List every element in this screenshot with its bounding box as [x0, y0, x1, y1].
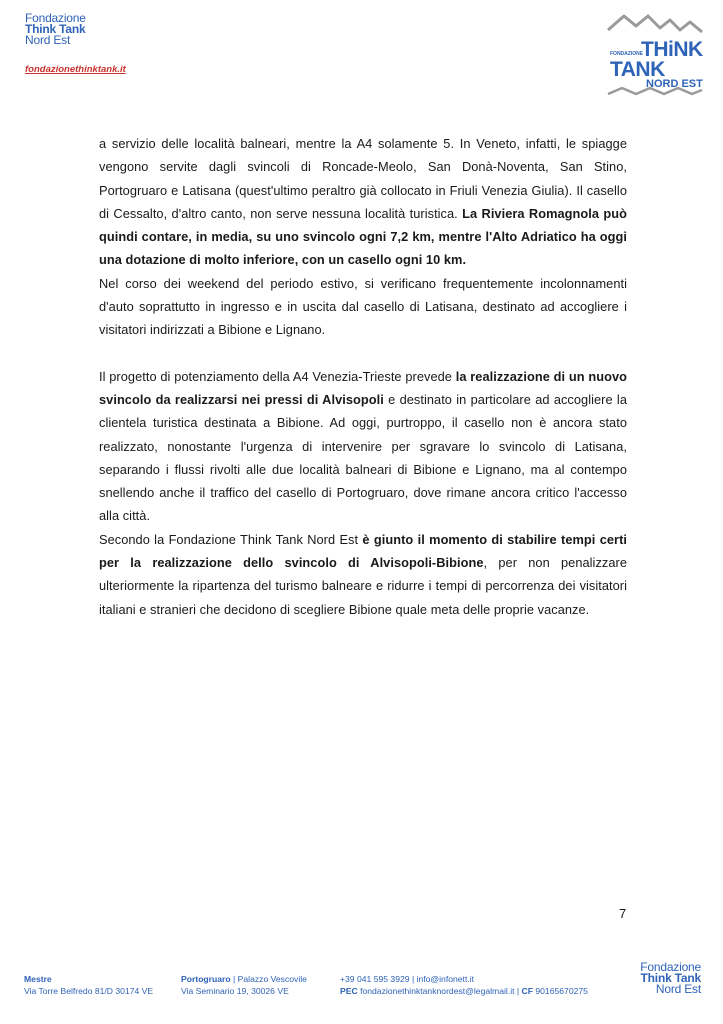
footer-brand-line2: Think Tank	[640, 971, 701, 985]
page-number: 7	[619, 906, 627, 921]
header-brand-line2: Think Tank	[25, 22, 86, 36]
paragraph-4-text-b: , per non penalizzare ulteriormente la ripartenza del turismo balneare e ridurre i tempi di percorrenza dei visitatori italiani e stranieri che decidono di scegliere Bibione quale meta delle proprie vacanze.	[99, 555, 627, 617]
paragraph-4	[99, 528, 627, 621]
header-brand-line1: Fondazione	[25, 11, 86, 25]
logo	[604, 12, 704, 100]
header-brand	[25, 13, 86, 46]
footer-brand	[640, 962, 701, 995]
footer-cf-label: CF	[521, 985, 533, 996]
footer-mestre-address: Via Torre Belfredo 81/D 30174 VE	[24, 985, 154, 996]
logo-mountains-icon	[604, 12, 704, 100]
paragraph-1	[99, 132, 627, 272]
footer-phone[interactable]: +39 041 595 3929	[340, 974, 410, 984]
footer-mestre	[24, 974, 153, 997]
footer-cf-value: 90165670275	[535, 985, 588, 996]
paragraph-2: Nel corso dei weekend del periodo estivo, si verificano frequentemente incolonnamenti d'auto soprattutto in ingresso e in uscita dal casello di Latisana, destinato ad accogliere i visitatori indirizzati a Bibione e Lignano.	[99, 275, 627, 338]
logo-small-word: FONDAZIONE	[610, 51, 644, 57]
paragraph-1-bold: La Riviera Romagnola può quindi contare, in media, su uno svincolo ogni 7,2 km, mentre l'Alto Adriatico ha oggi una dotazione di molto inferiore, con un casello ogni 10 km.	[99, 205, 627, 268]
footer-brand-line1: Fondazione	[640, 960, 701, 974]
paragraph-4-text-a: Secondo la Fondazione Think Tank Nord Est	[99, 531, 363, 547]
footer-email[interactable]: info@infonett.it	[416, 974, 475, 984]
footer-pec-label: PEC	[340, 985, 358, 996]
footer-contacts: +39 041 595 3929 | info@infonett.it PEC fondazionethinktanknordest@legalmail.it | CF 90165670275	[340, 974, 588, 996]
paragraph-3	[99, 365, 627, 528]
document-body	[99, 132, 627, 621]
logo-word-think: THiNK	[641, 38, 703, 61]
footer-porto-sub: | Palazzo Vescovile	[230, 974, 307, 984]
paragraph-4-bold: è giunto il momento di stabilire tempi certi per la realizzazione dello svincolo di Alvisopoli-Bibione	[99, 531, 627, 571]
header-brand-line3: Nord Est	[25, 33, 71, 47]
footer-porto-title: Portogruaro	[181, 974, 231, 984]
footer-pec-value[interactable]: fondazionethinktanknordest@legalmail.it	[360, 985, 515, 996]
footer-mestre-title: Mestre	[24, 974, 52, 984]
footer-brand-line3: Nord Est	[655, 982, 701, 996]
site-link[interactable]: fondazionethinktank.it	[25, 64, 126, 75]
footer-portogruaro	[181, 974, 307, 997]
logo-word-nord-est: NORD EST	[646, 78, 703, 90]
paragraph-3-text-b: e destinato in particolare ad accogliere la clientela turistica destinata a Bibione. Ad oggi, purtroppo, il casello non è ancora stato realizzato, nonostante l'urgenza di intervenire per sgravare lo svincolo di Latisana, separando i flussi rivolti alle due località balneari di Bibione e Lignano, ma al contempo snellendo anche il traffico del casello di Portogruaro, dove rimane ancora critico l'accesso alla città.	[99, 391, 627, 524]
logo-word-tank: TANK	[610, 58, 665, 81]
footer-porto-address: Via Seminario 19, 30026 VE	[181, 985, 289, 996]
paragraph-3-bold: la realizzazione di un nuovo svincolo da realizzarsi nei pressi di Alvisopoli	[99, 368, 627, 407]
paragraph-3-text-a: Il progetto di potenziamento della A4 Venezia-Trieste prevede	[99, 368, 456, 384]
footer	[24, 971, 704, 1004]
paragraph-1-text: a servizio delle località balneari, mentre la A4 solamente 5. In Veneto, infatti, le spiagge vengono servite dagli svincoli di Roncade-Meolo, San Donà-Noventa, San Stino, Portogruaro e Latisana (quest'ultimo peraltro già collocato in Friuli Venezia Giulia). Il casello di Cessalto, d'altro canto, non serve nessuna località turistica.	[99, 136, 627, 221]
